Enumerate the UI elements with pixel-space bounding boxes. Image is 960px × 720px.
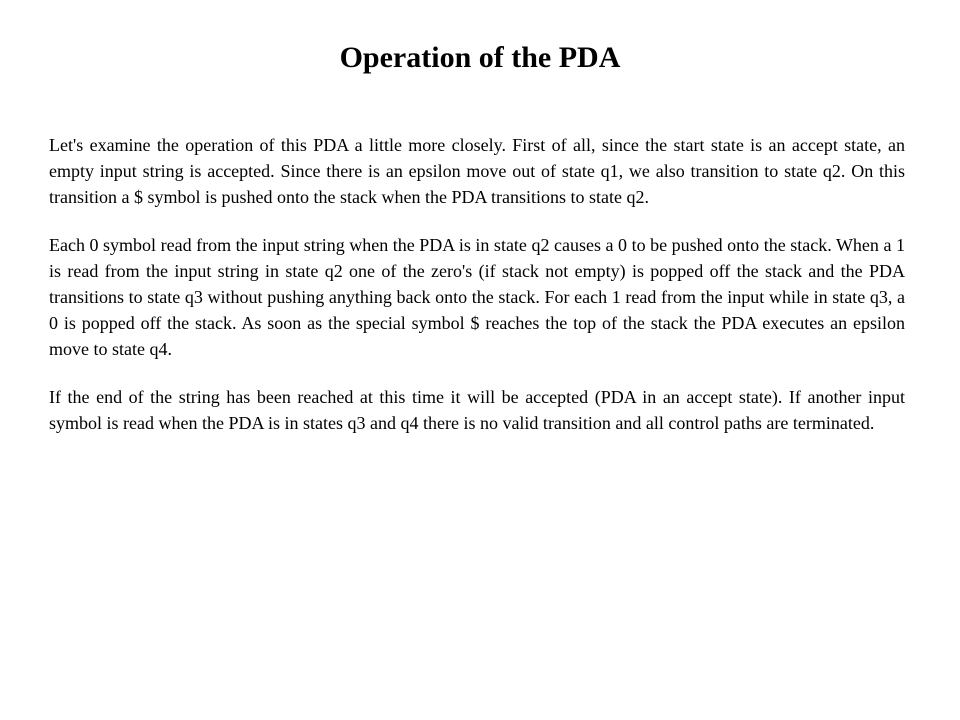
- paragraph-intro: Let's examine the operation of this PDA a little more closely. First of all, since the start state is an accept state, an empty input string is accepted. Since there is an epsilon move out of state q1, we also transition to state q2. On this transition a $ symbol is pushed onto the stack when the PDA transitions to state q2.: [49, 135, 905, 207]
- paragraph-transitions: Each 0 symbol read from the input string when the PDA is in state q2 causes a 0 to be pushed onto the stack. When a 1 is read from the input string in state q2 one of the zero's (if stack not empty) is popped off the stack and the PDA transitions to state q3 without pushing anything back onto the stack. For each 1 read from the input while in state q3, a 0 is popped off the stack. As soon as the special symbol $ reaches the top of the stack the PDA executes an epsilon move to state q4.: [49, 235, 905, 359]
- paragraph-acceptance: If the end of the string has been reached at this time it will be accepted (PDA in an accept state). If another input symbol is read when the PDA is in states q3 and q4 there is no valid transition and all control paths are terminated.: [49, 387, 905, 433]
- slide-body: [49, 132, 905, 458]
- slide-title: Operation of the PDA: [339, 41, 621, 74]
